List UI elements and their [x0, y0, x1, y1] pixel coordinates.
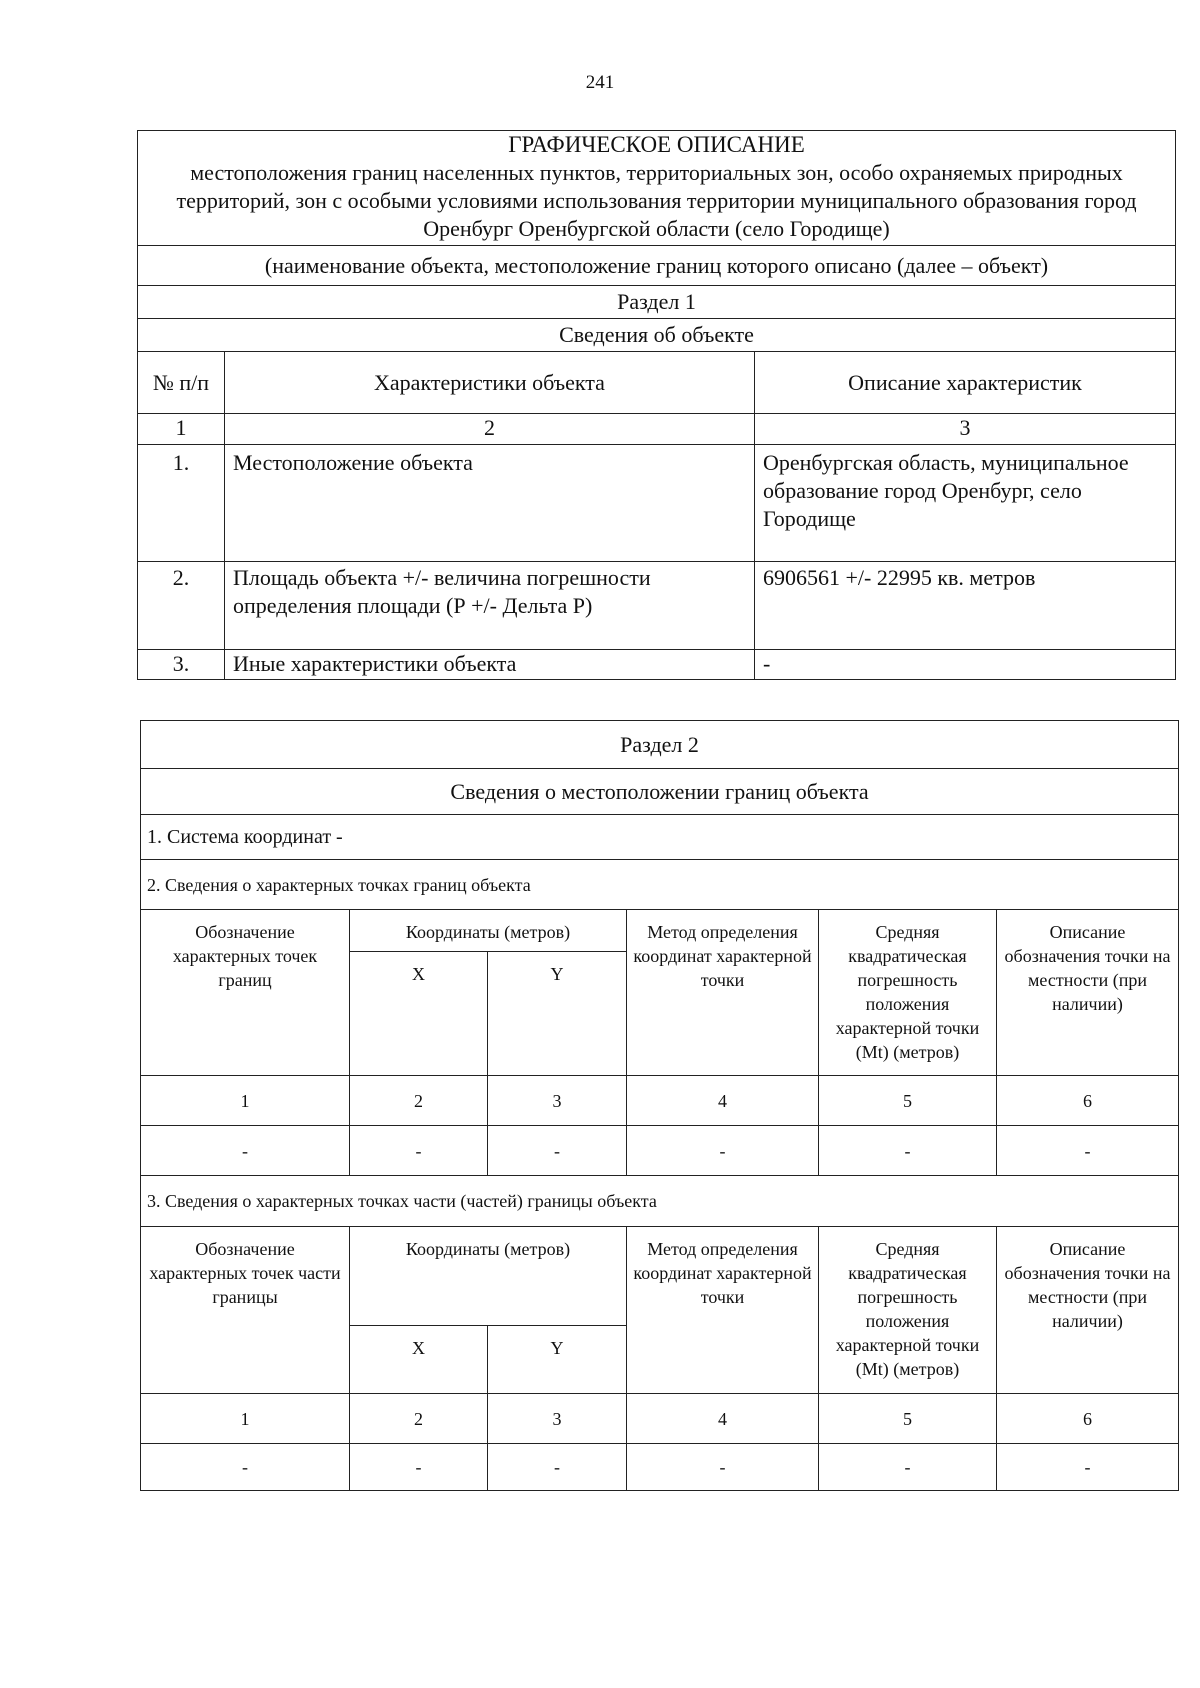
- points-section-title: 2. Сведения о характерных точках границ объекта: [141, 860, 1179, 910]
- row-value: 6906561 +/- 22995 кв. метров: [755, 562, 1176, 650]
- header-designation: Обозначение характерных точек части границы: [141, 1227, 350, 1394]
- table-row: [141, 1444, 1179, 1491]
- section-1-label: Раздел 1: [138, 286, 1176, 319]
- column-number: 2: [350, 1394, 488, 1444]
- table-cell: -: [627, 1126, 819, 1176]
- header-point-description: Описание обозначения точки на местности (при наличии): [997, 910, 1179, 1076]
- header-error: Средняя квадратическая погрешность положения характерной точки (Mt) (метров): [819, 910, 997, 1076]
- table-cell: -: [488, 1126, 627, 1176]
- column-number: 4: [627, 1076, 819, 1126]
- section-2-label: Раздел 2: [141, 721, 1179, 769]
- table-cell: -: [350, 1444, 488, 1491]
- row-num: 2.: [138, 562, 225, 650]
- column-number: 1: [141, 1394, 350, 1444]
- document-header: [138, 131, 1176, 246]
- header-method: Метод определения координат характерной точки: [627, 1227, 819, 1394]
- table-cell: -: [488, 1444, 627, 1491]
- header-num: № п/п: [138, 352, 225, 414]
- table-cell: -: [819, 1126, 997, 1176]
- row-num: 1.: [138, 445, 225, 562]
- table-cell: -: [997, 1126, 1179, 1176]
- page-number: 241: [585, 72, 615, 93]
- row-characteristic: Иные характеристики объекта: [225, 650, 755, 680]
- table-cell: -: [819, 1444, 997, 1491]
- column-number: 2: [350, 1076, 488, 1126]
- column-number: 4: [627, 1394, 819, 1444]
- header-x: X: [350, 1326, 488, 1394]
- header-coordinates: Координаты (метров): [350, 910, 627, 952]
- object-caption: (наименование объекта, местоположение границ которого описано (далее – объект): [138, 246, 1176, 286]
- table-cell: -: [997, 1444, 1179, 1491]
- table-row: [138, 562, 1176, 650]
- header-description: Описание характеристик: [755, 352, 1176, 414]
- column-number: 5: [819, 1076, 997, 1126]
- header-point-description: Описание обозначения точки на местности (при наличии): [997, 1227, 1179, 1394]
- document-title: ГРАФИЧЕСКОЕ ОПИСАНИЕ: [508, 132, 805, 157]
- row-characteristic: Местоположение объекта: [225, 445, 755, 562]
- column-number: 3: [755, 414, 1176, 445]
- column-number: 3: [488, 1076, 627, 1126]
- column-number: 6: [997, 1076, 1179, 1126]
- table-cell: -: [627, 1444, 819, 1491]
- boundary-info-table: [140, 720, 1179, 1491]
- section-2-title: Сведения о местоположении границ объекта: [141, 769, 1179, 815]
- object-info-table: [137, 130, 1176, 680]
- column-number: 1: [141, 1076, 350, 1126]
- parts-section-title: 3. Сведения о характерных точках части (частей) границы объекта: [141, 1176, 1179, 1227]
- row-value: -: [755, 650, 1176, 680]
- column-number: 3: [488, 1394, 627, 1444]
- header-designation: Обозначение характерных точек границ: [141, 910, 350, 1076]
- row-characteristic: Площадь объекта +/- величина погрешности определения площади (Р +/- Дельта Р): [225, 562, 755, 650]
- table-row: [138, 445, 1176, 562]
- header-error: Средняя квадратическая погрешность положения характерной точки (Mt) (метров): [819, 1227, 997, 1394]
- column-number: 1: [138, 414, 225, 445]
- header-x: X: [350, 952, 488, 1076]
- row-num: 3.: [138, 650, 225, 680]
- column-number: 5: [819, 1394, 997, 1444]
- column-number: 6: [997, 1394, 1179, 1444]
- header-y: Y: [488, 1326, 627, 1394]
- table-cell: -: [350, 1126, 488, 1176]
- column-number: 2: [225, 414, 755, 445]
- document-description: местоположения границ населенных пунктов, территориальных зон, особо охраняемых природных территорий, зон с особыми условиями использования территории муниципального образования город Оренбург Оренбургской области (село Городище): [176, 160, 1137, 241]
- table-row: [138, 650, 1176, 680]
- header-method: Метод определения координат характерной точки: [627, 910, 819, 1076]
- section-1-title: Сведения об объекте: [138, 319, 1176, 352]
- row-value: Оренбургская область, муниципальное образование город Оренбург, село Городище: [755, 445, 1176, 562]
- coordinate-system: 1. Система координат -: [141, 815, 1179, 860]
- table-cell: -: [141, 1126, 350, 1176]
- table-cell: -: [141, 1444, 350, 1491]
- table-row: [141, 1126, 1179, 1176]
- header-characteristic: Характеристики объекта: [225, 352, 755, 414]
- header-coordinates: Координаты (метров): [350, 1227, 627, 1326]
- header-y: Y: [488, 952, 627, 1076]
